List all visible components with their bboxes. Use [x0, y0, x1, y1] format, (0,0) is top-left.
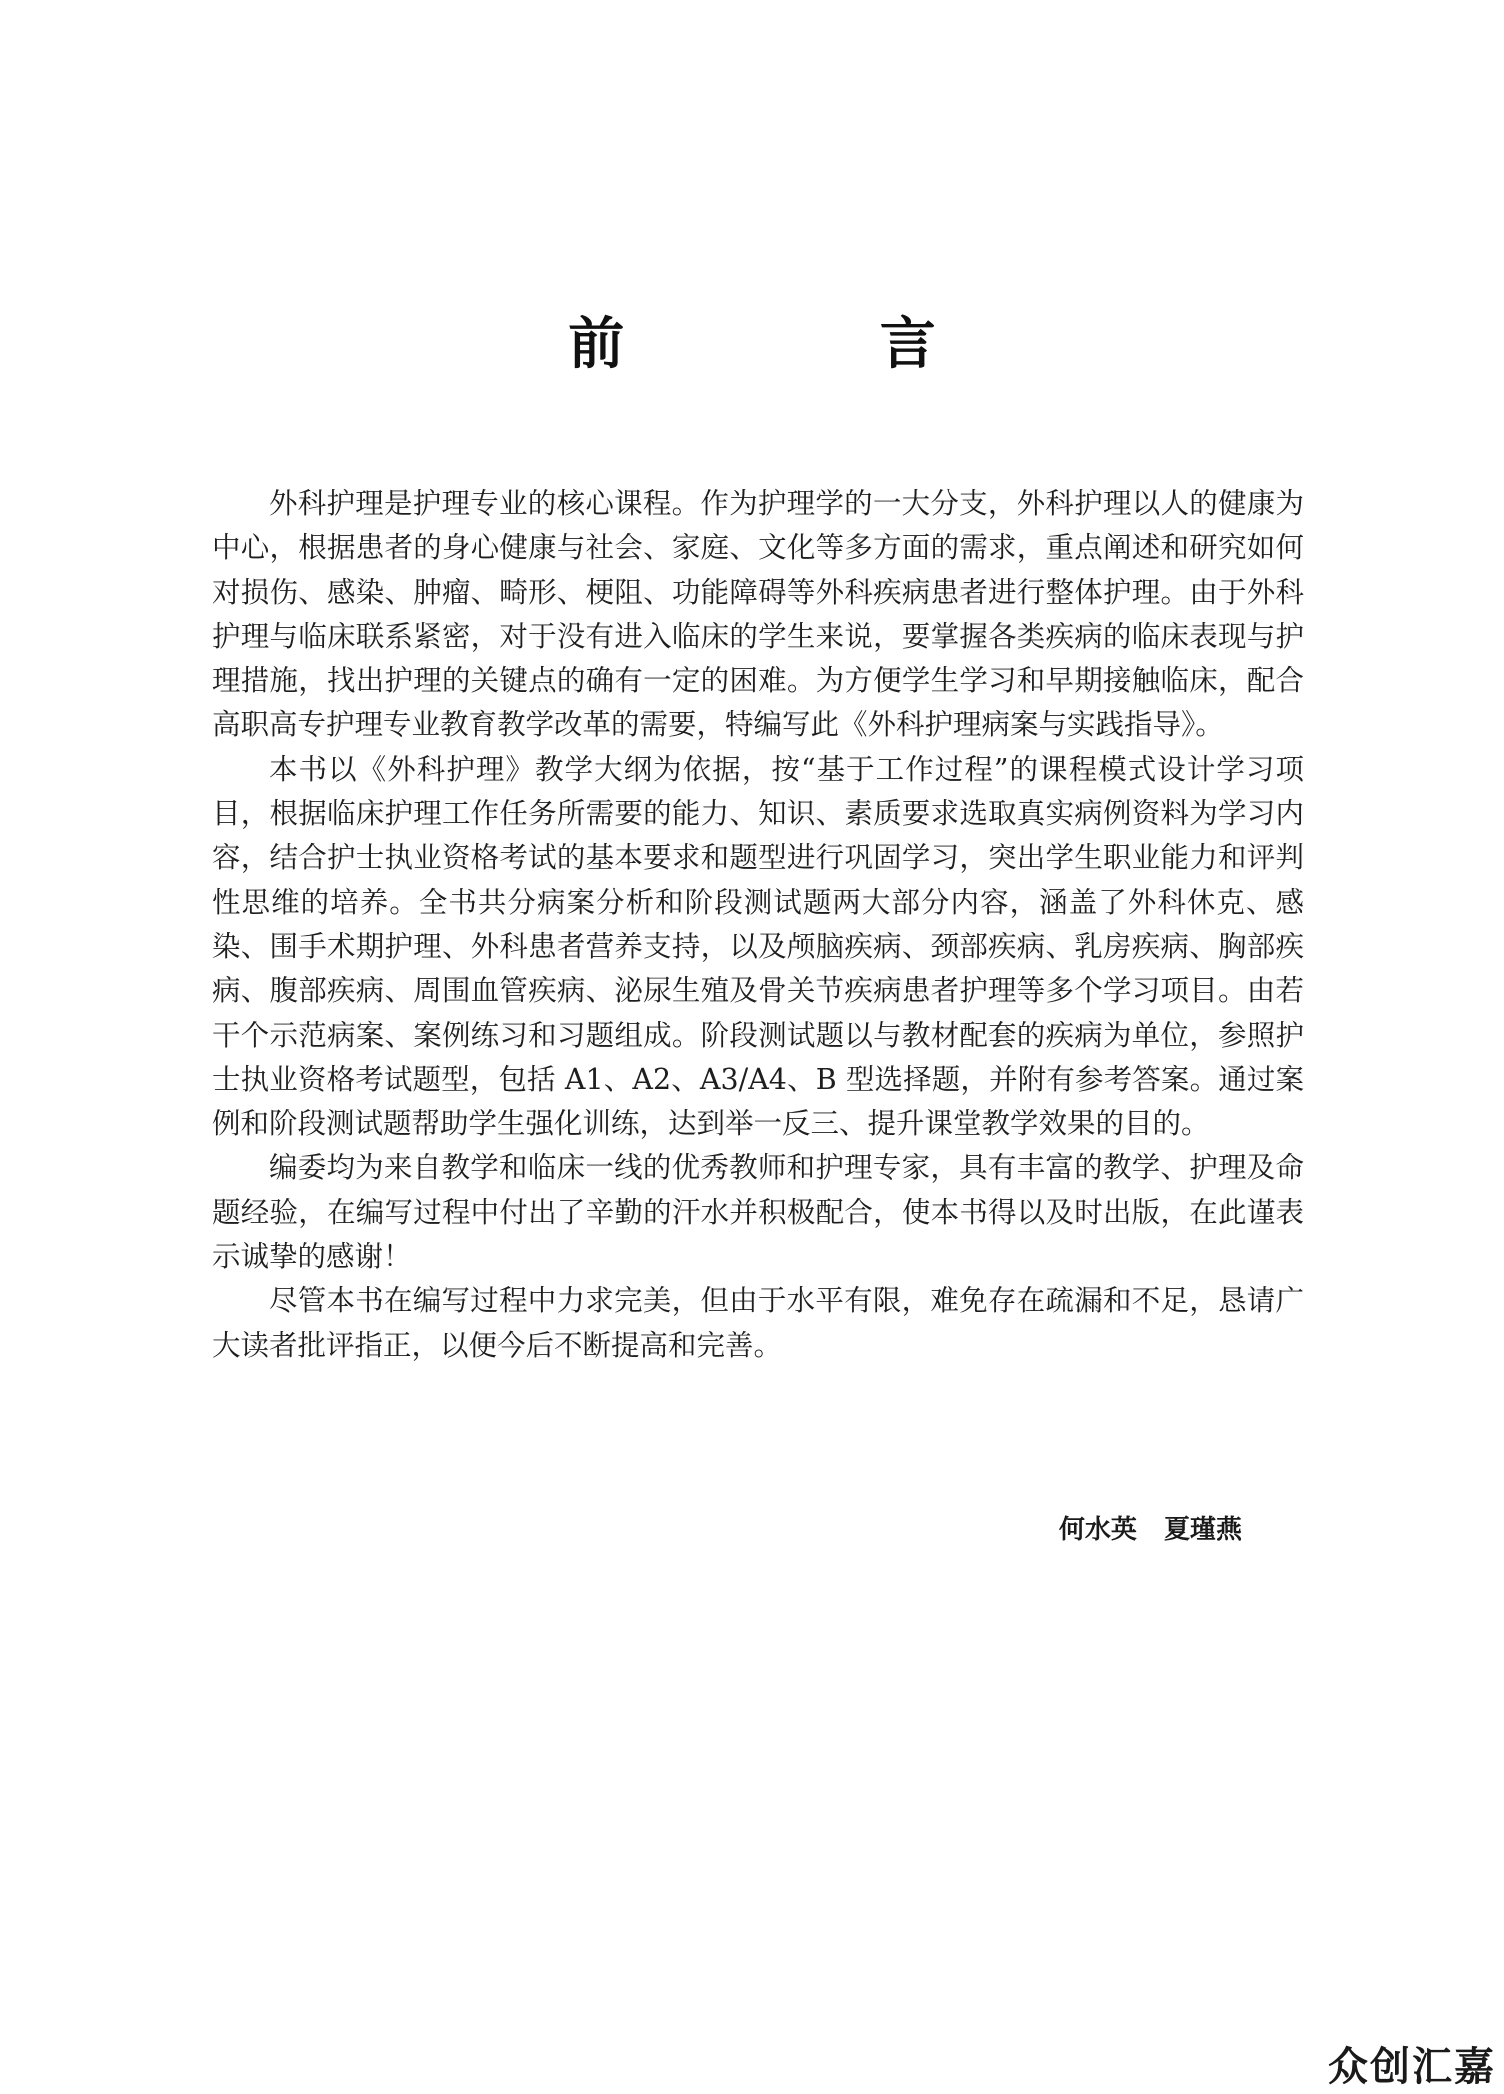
watermark-logo: 众创汇嘉 [1328, 2044, 1496, 2090]
paragraph: 尽管本书在编写过程中力求完美，但由于水平有限，难免存在疏漏和不足，恳请广大读者批评指正，以便今后不断提高和完善。 [212, 1284, 1304, 1362]
paragraph: 本书以《外科护理》教学大纲为依据，按“基于工作过程”的课程模式设计学习项目，根据临床护理工作任务所需要的能力、知识、素质要求选取真实病例资料为学习内容，结合护士执业资格考试的基本要求和题型进行巩固学习，突出学生职业能力和评判性思维的培养。全书共分病案分析和阶段测试题两大部分内容，涵盖了外科休克、感染、围手术期护理、外科患者营养支持，以及颅脑疾病、颈部疾病、乳房疾病、胸部疾病、腹部疾病、周围血管疾病、泌尿生殖及骨关节疾病患者护理等多个学习项目。由若干个示范病案、案例练习和习题组成。阶段测试题以与教材配套的疾病为单位，参照护士执业资格考试题型，包括 A1、A2、A3/A4、B 型选择题，并附有参考答案。通过案例和阶段测试题帮助学生强化训练，达到举一反三、提升课堂教学效果的目的。 [212, 752, 1304, 1141]
author-signature: 何水英 夏瑾燕 [1058, 1515, 1242, 1545]
paragraph: 外科护理是护理专业的核心课程。作为护理学的一大分支，外科护理以人的健康为中心，根据患者的身心健康与社会、家庭、文化等多方面的需求，重点阐述和研究如何对损伤、感染、肿瘤、畸形、梗阻、功能障碍等外科疾病患者进行整体护理。由于外科护理与临床联系紧密，对于没有进入临床的学生来说，要掌握各类疾病的临床表现与护理措施，找出护理的关键点的确有一定的困难。为方便学生学习和早期接触临床，配合高职高专护理专业教育教学改革的需要，特编写此《外科护理病案与实践指导》。 [212, 487, 1304, 742]
page-title: 前 言 [568, 312, 1054, 377]
paragraph: 编委均为来自教学和临床一线的优秀教师和护理专家，具有丰富的教学、护理及命题经验，在编写过程中付出了辛勤的汗水并积极配合，使本书得以及时出版，在此谨表示诚挚的感谢！ [212, 1151, 1304, 1274]
body-text [212, 482, 1304, 1368]
